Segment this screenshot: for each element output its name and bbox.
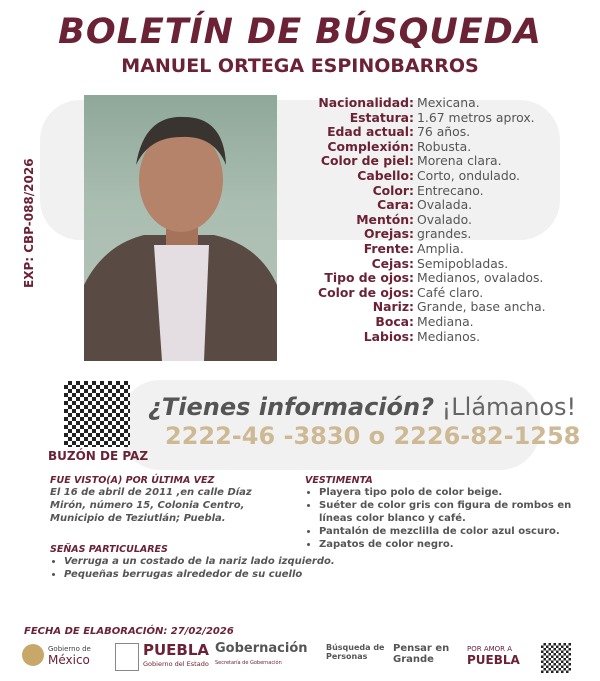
field-row — [290, 330, 546, 345]
field-row — [290, 184, 546, 199]
field-label: Complexión: — [327, 138, 414, 154]
clothing-list — [305, 486, 585, 551]
field-label: Boca: — [375, 313, 414, 329]
logo-gobernacion — [215, 643, 308, 669]
last-seen-text: El 16 de abril de 2011 ,en calle Díaz Mirón, número 15, Colonia Centro, Municipio de Teziutlán; Puebla. — [50, 487, 252, 524]
bulletin-title: BOLETÍN DE BÚSQUEDA — [58, 12, 542, 52]
field-value: Ovalada. — [417, 197, 473, 213]
field-value: Medianos. — [417, 328, 481, 344]
person-name: MANUEL ORTEGA ESPINOBARROS — [121, 55, 479, 77]
field-row — [290, 140, 546, 155]
logo-puebla — [115, 640, 210, 671]
qr-code[interactable] — [64, 381, 130, 447]
field-row — [290, 286, 546, 301]
logo-pensar-grande: Pensar en Grande — [393, 643, 450, 665]
logo-gobierno-mexico — [22, 643, 91, 667]
field-label: Color: — [372, 182, 414, 198]
logo-text: PUEBLA — [143, 640, 210, 659]
field-label: Estatura: — [349, 109, 414, 125]
logo-text: Gobernación — [215, 641, 308, 656]
field-value: Semipobladas. — [417, 255, 509, 271]
field-value: Grande, base ancha. — [417, 299, 546, 315]
field-label: Edad actual: — [327, 124, 414, 140]
field-value: Ovalado. — [417, 211, 472, 227]
logo-text: POR AMOR A — [467, 645, 513, 653]
field-label: Labios: — [363, 328, 414, 344]
marks-list — [50, 555, 450, 581]
marks-section — [50, 544, 450, 581]
field-row — [290, 227, 546, 242]
logo-text: Secretaría de Gobernación — [215, 660, 282, 666]
mark-item: • Pequeñas berrugas alrededor de su cuello — [64, 568, 450, 581]
field-value: Amplia. — [417, 240, 464, 256]
person-photo-image — [84, 95, 277, 361]
marks-heading: SEÑAS PARTICULARES — [50, 544, 168, 555]
logo-text: Gobierno de — [48, 645, 91, 653]
last-seen-heading: FUE VISTO(A) POR ÚLTIMA VEZ — [50, 475, 215, 486]
clothing-item: • Playera tipo polo de color beige. — [319, 486, 585, 499]
logo-text: Gobierno del Estado — [143, 659, 209, 668]
field-label: Nacionalidad: — [318, 95, 414, 110]
field-row — [290, 315, 546, 330]
description-list — [290, 96, 546, 344]
field-value: 76 años. — [417, 124, 471, 140]
info-prompt — [148, 393, 576, 421]
field-row — [290, 257, 546, 272]
buzon-label: BUZÓN DE PAZ — [48, 449, 149, 463]
field-row — [290, 271, 546, 286]
file-number: EXP: CBP-088/2026 — [22, 158, 36, 288]
field-row — [290, 198, 546, 213]
logo-text: PUEBLA — [467, 653, 520, 667]
field-label: Cabello: — [357, 167, 414, 183]
field-label: Color de piel: — [320, 153, 414, 169]
field-row — [290, 169, 546, 184]
mark-item: • Verruga a un costado de la nariz lado izquierdo. — [64, 555, 450, 568]
field-label: Nariz: — [372, 299, 414, 315]
clothing-section — [305, 475, 585, 551]
creation-date: FECHA DE ELABORACIÓN: 27/02/2026 — [24, 626, 234, 637]
field-value: Medianos, ovalados. — [417, 270, 544, 286]
field-value: Corto, ondulado. — [417, 167, 520, 183]
tienes-text: ¿Tienes información? — [148, 393, 435, 421]
field-row — [290, 300, 546, 315]
logo-por-amor-puebla — [467, 643, 520, 667]
field-label: Color de ojos: — [318, 284, 414, 300]
clothing-heading: VESTIMENTA — [305, 475, 373, 486]
logo-busqueda: Búsqueda de Personas — [326, 643, 385, 661]
field-label: Tipo de ojos: — [324, 270, 414, 286]
clothing-item: • Pantalón de mezclilla de color azul oscuro. — [319, 525, 585, 538]
logo-text: México — [48, 653, 90, 667]
field-value: Robusta. — [417, 138, 472, 154]
field-label: Cejas: — [371, 255, 414, 271]
field-row — [290, 96, 546, 111]
field-value: Mediana. — [417, 313, 474, 329]
field-row — [290, 154, 546, 169]
person-photo — [84, 95, 277, 361]
field-label: Cara: — [377, 197, 414, 213]
field-value: Café claro. — [417, 284, 484, 300]
field-label: Frente: — [363, 240, 414, 256]
field-value: Morena clara. — [417, 153, 502, 169]
llamanos-text: ¡Llámanos! — [441, 393, 577, 421]
field-value: Entrecano. — [417, 182, 484, 198]
field-row — [290, 213, 546, 228]
field-value: 1.67 metros aprox. — [417, 109, 535, 125]
clothing-item: • Zapatos de color negro. — [319, 538, 585, 551]
field-label: Orejas: — [364, 226, 414, 242]
field-label: Mentón: — [356, 211, 414, 227]
field-value: Mexicana. — [417, 95, 480, 110]
phone-numbers[interactable]: 2222-46 -3830 o 2226-82-1258 — [165, 422, 581, 450]
field-value: grandes. — [417, 226, 472, 242]
puebla-shield-icon — [115, 643, 139, 671]
footer-qr-code[interactable] — [541, 643, 571, 673]
field-row — [290, 125, 546, 140]
field-row — [290, 242, 546, 257]
eagle-seal-icon — [22, 644, 44, 666]
clothing-item: • Suéter de color gris con figura de rombos en líneas color blanco y café. — [319, 499, 585, 525]
last-seen-section — [50, 475, 290, 525]
field-row — [290, 111, 546, 126]
